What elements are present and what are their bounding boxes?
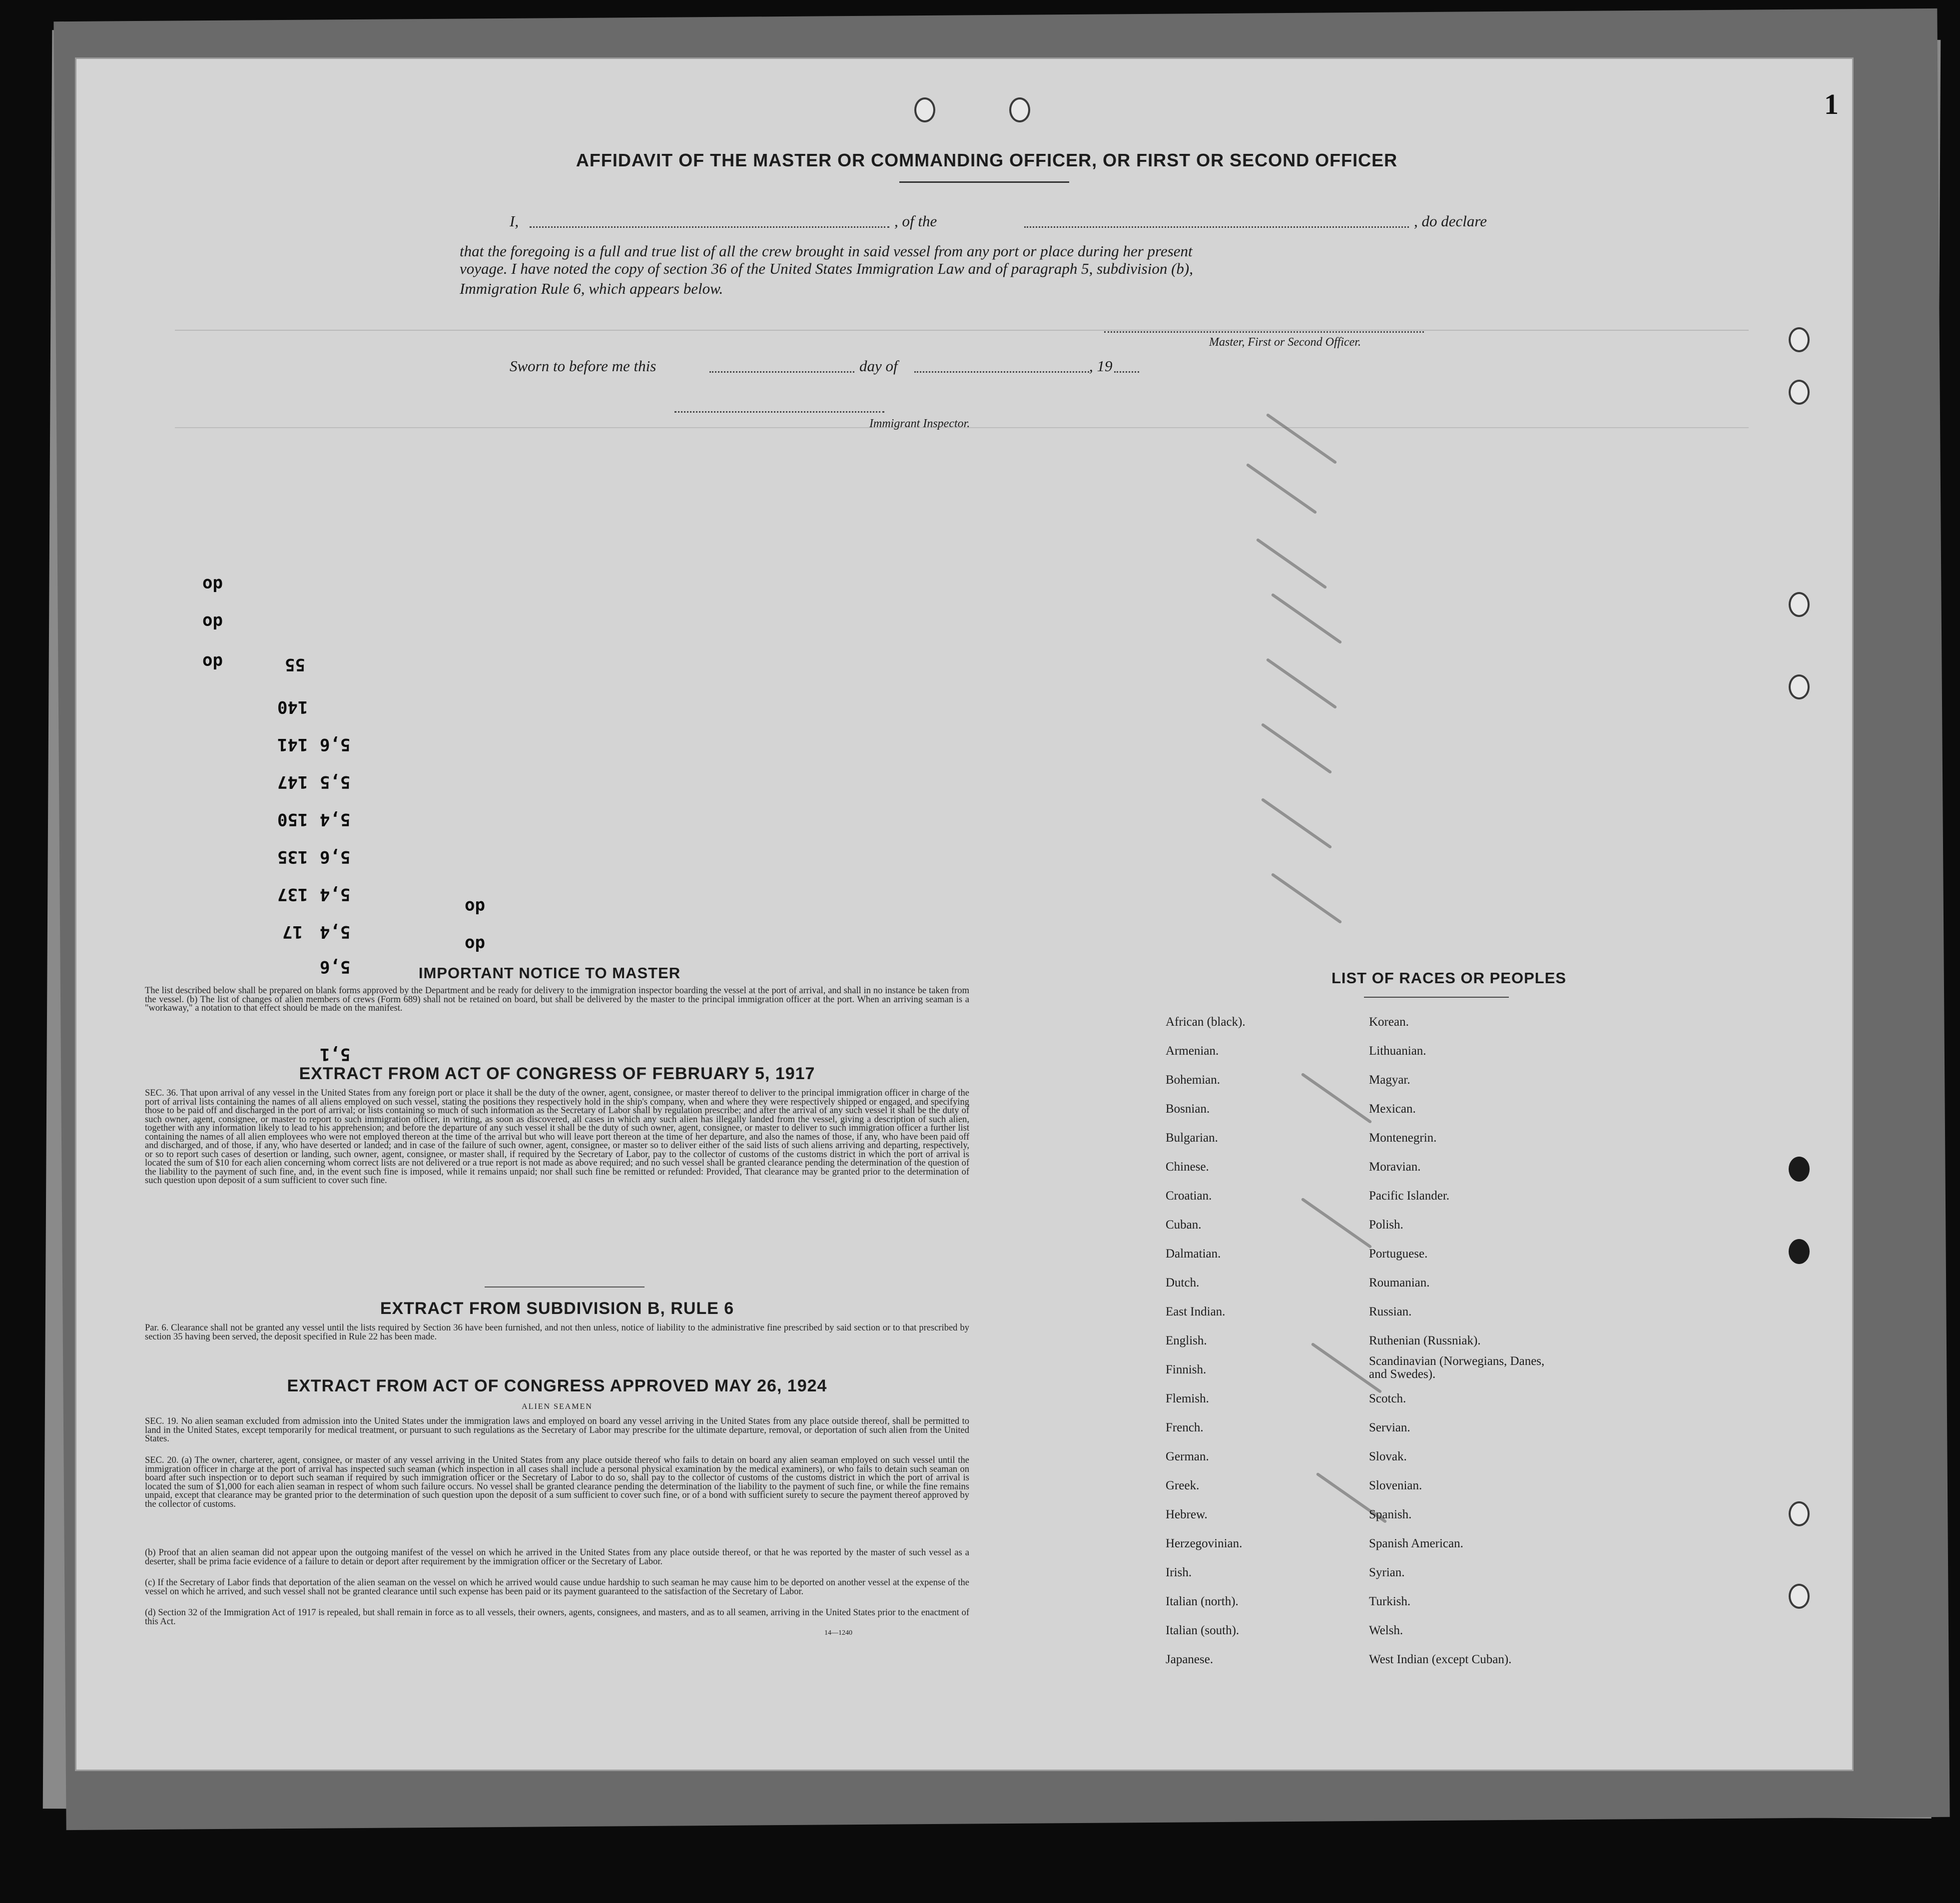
notice-text: The list described below shall be prepared on blank forms approved by the Department and be ready for delivery to the immigration inspector boarding the vessel at the port of arrival, and shall in no instance be taken from the vessel. (b) The list of changes of alien members of crews (Form 689) shall not be retained on board, but shall be delivered by the master to the principal immigration officer at the port. When an arriving seaman is a "workaway," a notation to that effect should be made on the manifest. [145,986,969,1013]
race-item: Turkish. [1369,1595,1411,1608]
race-item: Croatian. [1166,1189,1212,1203]
race-item: Mexican. [1369,1102,1416,1116]
race-item: West Indian (except Cuban). [1369,1653,1512,1666]
punch-hole [914,97,935,122]
race-item: Italian (north). [1166,1595,1239,1608]
handwritten-number: 135 [277,847,308,867]
blank-day [709,371,854,373]
affidavit-title: AFFIDAVIT OF THE MASTER OR COMMANDING OFFICER, OR FIRST OR SECOND OFFICER [576,150,1398,170]
race-item: Flemish. [1166,1392,1209,1405]
race-item: Slovak. [1369,1450,1407,1463]
pencil-streak [1266,413,1337,464]
handwritten-number: 150 [277,809,308,829]
sworn-text-c: , 19 [1089,357,1113,375]
races-title-underline [1364,997,1509,998]
race-item: Scandinavian (Norwegians, Danes, and Swedes). [1369,1354,1545,1381]
extract-1924-sec19: SEC. 19. No alien seaman excluded from admission into the United States under the immigration laws and employed on board any vessel arriving in the United States from any place outside thereof, shall be permitted to land in the United States, except temporarily for medical treatment, or pursuant to such regulations as the Secretary of Labor may prescribe for the ultimate departure, removal, or deportation of such alien from the United States. [145,1416,969,1444]
blank-name [530,226,889,228]
handwritten-height: 5,1 [320,1044,351,1064]
handwritten-number: 17 [282,922,303,942]
inspector-signature-line [674,411,884,413]
race-item: African (black). [1166,1015,1246,1029]
handwritten-number: 147 [277,772,308,792]
race-item: Armenian. [1166,1044,1219,1058]
race-item: Japanese. [1166,1653,1214,1666]
handwritten-height: 5,6 [320,847,351,867]
punch-hole [1009,97,1030,122]
affidavit-line-4: Immigration Rule 6, which appears below. [460,280,723,297]
sworn-text-b: day of [859,357,898,375]
race-item: East Indian. [1166,1305,1226,1318]
handwritten-height: 5,6 [320,734,351,754]
race-item: Roumanian. [1369,1276,1430,1289]
punch-hole [1789,674,1810,699]
page-number: 1 [1824,88,1839,120]
affidavit-line-2: that the foregoing is a full and true list of all the crew brought in said vessel from any port or place during her present [460,242,1193,260]
race-item: English. [1166,1334,1207,1347]
handwritten-ditto: do [465,897,485,917]
manifest-sheet [75,57,1854,1771]
race-item: Irish. [1166,1566,1192,1579]
race-item: Dalmatian. [1166,1247,1221,1261]
handwritten-ditto: do [465,934,485,954]
race-item: Magyar. [1369,1073,1410,1087]
race-item: Dutch. [1166,1276,1200,1289]
blank-month [914,371,1089,373]
race-item: Cuban. [1166,1218,1202,1232]
race-item: Scotch. [1369,1392,1406,1405]
punch-hole [1789,1157,1810,1182]
race-item: Hebrew. [1166,1508,1208,1521]
extract-1917-title: EXTRACT FROM ACT OF CONGRESS OF FEBRUARY 5, 1917 [299,1064,815,1083]
race-item: Pacific Islander. [1369,1189,1450,1203]
punch-hole [1789,1501,1810,1526]
handwritten-height: 5,4 [320,809,351,829]
bleed-through-rule [175,330,1749,331]
pencil-streak [1301,1073,1372,1124]
punch-hole [1789,1239,1810,1264]
race-item: Finnish. [1166,1363,1207,1376]
race-item: Greek. [1166,1479,1200,1492]
pencil-streak [1246,463,1317,514]
handwritten-ditto: do [202,575,223,595]
extract-rule6-text: Par. 6. Clearance shall not be granted any vessel until the lists required by Section 36 have been furnished, and not then unless, notice of liability to the administrative fine prescribed by said section or to that prescribed by section 35 having been served, the deposit specified in Rule 22 has been made. [145,1323,969,1342]
handwritten-height: 5,6 [320,957,351,977]
race-item: Bosnian. [1166,1102,1210,1116]
handwritten-height: 5,4 [320,884,351,904]
handwritten-ditto: do [202,612,223,632]
race-item: Bulgarian. [1166,1131,1218,1145]
race-item: Moravian. [1369,1160,1421,1174]
extract-1924-sec20a: SEC. 20. (a) The owner, charterer, agent, consignee, or master of any vessel arriving in the United States from any place outside thereof who fails to detain on board any alien seaman employed on such vessel until the immigration officer in charge at the port of arrival has inspected such seaman (which inspection in all cases shall include a personal physical examination by the medical examiners), or who fails to detain such seaman on board after such inspection or to deport such seaman if required by such immigration officer or the Secretary of Labor to do so, shall pay to the collector of customs of the customs district in which the port of arrival is located the sum of $1,000 for each alien seaman in respect of whom such failure occurs. No vessel shall be granted clearance pending the determination of the liability to the payment of such fine, or while the fine remains unpaid, except that clearance may be granted prior to the determination of such question upon the deposit of a sum sufficient to cover such fine, or of a bond with sufficient surety to secure the payment thereof approved by the collector of customs. [145,1455,969,1509]
race-item: Syrian. [1369,1566,1405,1579]
title-underline [899,181,1069,183]
extract-1924-subtitle: ALIEN SEAMEN [522,1402,593,1411]
pencil-streak [1266,658,1337,709]
master-signature-line [1104,331,1424,333]
pencil-streak [1301,1198,1372,1249]
race-item: Lithuanian. [1369,1044,1426,1058]
blank-year [1114,371,1139,373]
race-item: Slovenian. [1369,1479,1422,1492]
pencil-streak [1256,538,1327,589]
race-item: Welsh. [1369,1624,1403,1637]
race-item: Korean. [1369,1015,1409,1029]
extract-1924-title: EXTRACT FROM ACT OF CONGRESS APPROVED MAY 26, 1924 [287,1376,827,1395]
extract-1924-sec20d: (d) Section 32 of the Immigration Act of 1917 is repealed, but shall remain in force as to all vessels, their owners, agents, consignees, and masters, and as to all seamen, arriving in the United States prior to the enactment of this Act. [145,1608,969,1627]
handwritten-number: 141 [277,734,308,754]
race-item: Spanish. [1369,1508,1412,1521]
punch-hole [1789,380,1810,405]
extract-rule6-title: EXTRACT FROM SUBDIVISION B, RULE 6 [380,1299,734,1318]
race-item: Chinese. [1166,1160,1209,1174]
pencil-streak [1271,873,1342,924]
handwritten-height: 5,4 [320,922,351,942]
affidavit-line-1b: , of the [894,212,937,230]
extract-1917-text: SEC. 36. That upon arrival of any vessel in the United States from any foreign port or place it shall be the duty of the owner, agent, consignee, or master thereof to deliver to the principal immigration officer in charge of the port of arrival lists containing the names of all aliens employed on such vessel, stating the positions they respectively hold in the ship's company, when and where they were respectively shipped or engaged, and specifying those to be paid off and discharged in the port of arrival; or lists containing so much of such information as the Secretary of Labor shall by regulation prescribe; and after the arrival of any such vessel it shall be the duty of such owner, agent, consignee, or master to report to such immigration officer, in writing, as soon as discovered, all cases in which any such alien has illegally landed from the vessel, giving a description of such alien, together with any information likely to lead to his apprehension; and before the departure of any such vessel it shall be the duty of such owner, agent, consignee, or master to deliver to such immigration officer a further list containing the names of all alien employees who were not employed thereon at the time of the arrival but who will leave port thereon at the time of her departure, and also the names of those, if any, who have been paid off and discharged, and of those, if any, who have deserted or landed; and in case of the failure of such owner, agent, consignee, or master so to deliver either of the said lists of such aliens arriving and departing, respectively, or so to report such cases of desertion or landing, such owner, agent, consignee, or master shall, if required by the Secretary of Labor, pay to the collector of customs of the customs district in which the port of arrival is located the sum of $10 for each alien concerning whom correct lists are not delivered or a true report is not made as above required; and no such vessel shall be granted clearance pending the determination of the question of the liability to the payment of such fine, and, in the event such fine is imposed, while it remains unpaid; nor shall such fine be remitted or refunded: Provided, That clearance may be granted prior to the determination of such question upon deposit of a sum sufficient to cover such fine. [145,1088,969,1186]
race-item: Herzegovinian. [1166,1537,1243,1550]
punch-hole [1789,592,1810,617]
race-item: Italian (south). [1166,1624,1240,1637]
race-item: Spanish American. [1369,1537,1463,1550]
sworn-text-a: Sworn to before me this [510,357,656,375]
blank-vessel [1024,226,1409,228]
pencil-streak [1261,798,1332,849]
affidavit-line-1a: I, [510,212,519,230]
handwritten-number: 140 [277,697,308,717]
inspector-signature-caption: Immigrant Inspector. [869,417,970,430]
form-number: 14—1240 [824,1629,852,1637]
handwritten-number: 55 [285,654,305,674]
race-item: German. [1166,1450,1209,1463]
race-item: Montenegrin. [1369,1131,1437,1145]
handwritten-height: 5,5 [320,772,351,792]
punch-hole [1789,1584,1810,1609]
race-item: Bohemian. [1166,1073,1221,1087]
affidavit-line-3: voyage. I have noted the copy of section 36 of the United States Immigration Law and of paragraph 5, subdivision (b), [460,260,1193,277]
race-item: Polish. [1369,1218,1403,1232]
section-divider [485,1286,645,1287]
race-item: French. [1166,1421,1204,1434]
race-item: Russian. [1369,1305,1412,1318]
handwritten-ditto: do [202,652,223,672]
master-signature-caption: Master, First or Second Officer. [1209,336,1361,349]
pencil-streak [1261,723,1332,774]
notice-title: IMPORTANT NOTICE TO MASTER [418,964,681,982]
pencil-streak [1271,593,1342,644]
handwritten-number: 137 [277,884,308,904]
race-item: Ruthenian (Russniak). [1369,1334,1481,1347]
races-title: LIST OF RACES OR PEOPLES [1331,969,1567,987]
extract-1924-sec20c: (c) If the Secretary of Labor finds that deportation of the alien seaman on the vessel on which he arrived would cause undue hardship to such seaman he may cause him to be deported on another vessel at the expense of the vessel on which he arrived, and such vessel shall not be granted clearance until such expense has been paid or its payment guaranteed to the satisfaction of the Secretary of Labor. [145,1578,969,1597]
affidavit-line-1c: , do declare [1414,212,1487,230]
race-item: Servian. [1369,1421,1410,1434]
extract-1924-sec20b: (b) Proof that an alien seaman did not appear upon the outgoing manifest of the vessel on which he arrived in the United States from any place outside thereof, or that he was reported by the master of such vessel as a deserter, shall be prima facie evidence of a failure to detain or deport after requirement by the immigration officer or the Secretary of Labor. [145,1548,969,1567]
punch-hole [1789,327,1810,352]
race-item: Portuguese. [1369,1247,1428,1261]
